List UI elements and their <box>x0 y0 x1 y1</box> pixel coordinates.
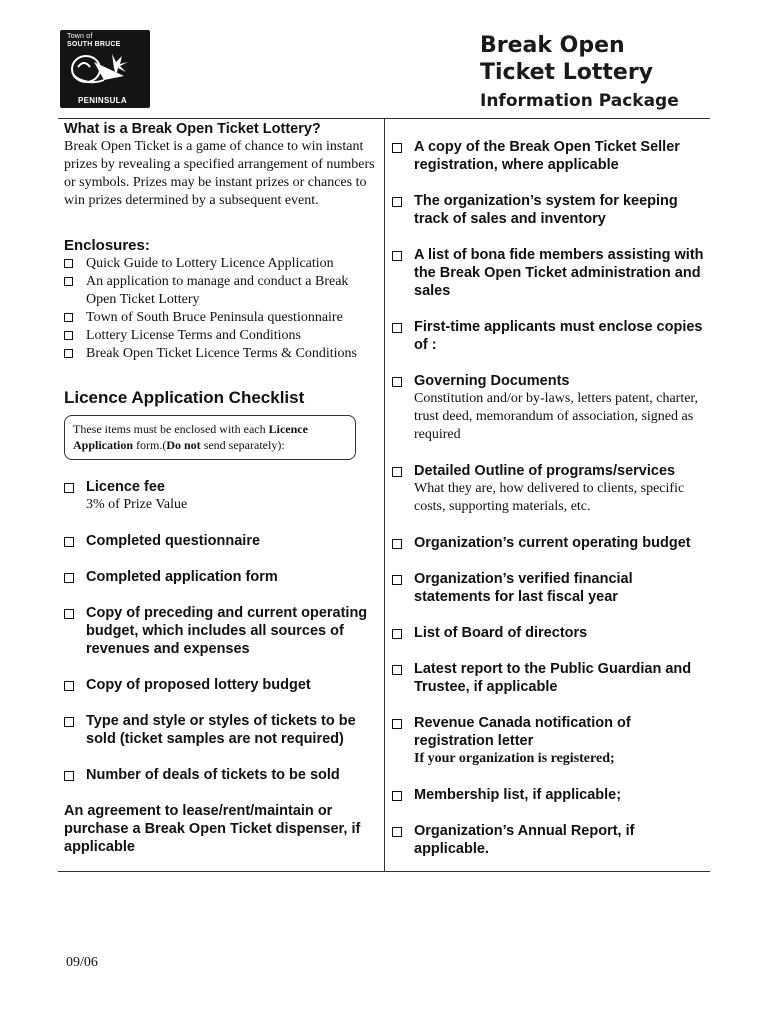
enclosure-item <box>64 255 376 273</box>
note-bold-1: Licence Application <box>73 422 308 452</box>
checklist-item-label: First-time applicants must enclose copies of : <box>414 319 703 353</box>
checklist-item-label: Organization’s current operating budget <box>414 535 691 551</box>
checkbox[interactable] <box>392 629 402 639</box>
enclosure-label: An application to manage and conduct a Break Open Ticket Lottery <box>86 274 349 307</box>
checklist-item <box>392 714 710 768</box>
town-logo <box>60 30 150 108</box>
checklist-item-label: Latest report to the Public Guardian and Trustee, if applicable <box>414 661 692 695</box>
checklist-item-detail: 3% of Prize Value <box>86 497 188 512</box>
checkbox[interactable] <box>392 251 402 261</box>
checkbox[interactable] <box>392 665 402 675</box>
enclosure-label: Quick Guide to Lottery Licence Application <box>86 256 334 271</box>
checklist-item-label: Copy of proposed lottery budget <box>86 677 311 693</box>
checkbox[interactable] <box>64 277 73 286</box>
checkbox[interactable] <box>392 719 402 729</box>
column-divider <box>384 118 385 872</box>
checklist-item-detail: If your organization is registered; <box>414 751 615 766</box>
checklist-item-label: Type and style or styles of tickets to be sold (ticket samples are not required) <box>86 713 356 747</box>
checkbox[interactable] <box>64 331 73 340</box>
checklist-item-label: Licence fee <box>86 479 165 495</box>
checklist-item-label: The organization’s system for keeping track of sales and inventory <box>414 193 678 227</box>
checklist-item <box>392 534 710 552</box>
bottom-rule <box>58 871 710 872</box>
checkbox[interactable] <box>64 537 74 547</box>
checklist-item-label: Membership list, if applicable; <box>414 787 622 803</box>
checklist-item <box>64 604 376 658</box>
title-subtitle: Information Package <box>480 91 679 111</box>
checkbox[interactable] <box>392 323 402 333</box>
checklist-item-label: List of Board of directors <box>414 625 588 641</box>
checklist-item <box>64 478 376 514</box>
checklist-item-label: Copy of preceding and current operating budget, which includes all sources of revenues and expenses <box>86 605 368 657</box>
checklist-item-label: Completed application form <box>86 569 278 585</box>
logo-emblem-icon <box>64 46 146 90</box>
checklist-item-label: Organization’s verified financial statements for last fiscal year <box>414 571 633 605</box>
revision-date: 09/06 <box>66 955 98 970</box>
checkbox[interactable] <box>392 197 402 207</box>
checkbox[interactable] <box>392 143 402 153</box>
checkbox[interactable] <box>64 609 74 619</box>
enclosure-item <box>64 273 376 309</box>
checklist-item <box>392 624 710 642</box>
checklist-item-detail: What they are, how delivered to clients, specific costs, supporting materials, etc. <box>414 481 685 514</box>
checklist-item <box>64 532 376 550</box>
checklist-item <box>392 786 710 804</box>
checklist-heading: Licence Application Checklist <box>64 388 305 407</box>
checklist-item-label: Revenue Canada notification of registration letter <box>414 715 631 749</box>
checkbox[interactable] <box>392 377 402 387</box>
checkbox[interactable] <box>392 827 402 837</box>
checklist-item <box>392 822 710 858</box>
what-is-text: Break Open Ticket is a game of chance to win instant prizes by revealing a specified arrangement of numbers or symbols. Prizes may be instant prizes or chances to win prizes determined by a subsequent event. <box>64 139 375 208</box>
title-block <box>480 32 740 112</box>
checkbox[interactable] <box>64 717 74 727</box>
checklist-item-detail: Constitution and/or by-laws, letters patent, charter, trust deed, memorandum of association, signed as required <box>414 391 699 442</box>
enclosure-item <box>64 327 376 345</box>
checklist-item-label: Completed questionnaire <box>86 533 261 549</box>
checklist-item <box>64 712 376 748</box>
enclosure-label: Lottery License Terms and Conditions <box>86 328 301 343</box>
dispenser-agreement: An agreement to lease/rent/maintain or purchase a Break Open Ticket dispenser, if applicable <box>64 803 361 855</box>
checklist-item-label: Governing Documents <box>414 373 570 389</box>
checkbox[interactable] <box>392 467 402 477</box>
checklist-item <box>392 570 710 606</box>
checklist-item <box>64 766 376 784</box>
checkbox[interactable] <box>64 771 74 781</box>
enclosures-heading: Enclosures: <box>64 237 150 254</box>
title-line-2: Ticket Lottery <box>480 60 654 85</box>
checklist-item <box>64 568 376 586</box>
note-bold-2: Do not <box>166 438 201 452</box>
note-text-2: form.( <box>133 438 167 452</box>
checklist-item-label: A list of bona fide members assisting with the Break Open Ticket administration and sales <box>414 247 704 299</box>
checklist-item <box>64 676 376 694</box>
checklist-item-label: Detailed Outline of programs/services <box>414 463 676 479</box>
checklist-item <box>392 318 710 354</box>
enclosure-label: Break Open Ticket Licence Terms & Conditions <box>86 346 357 361</box>
what-is-heading: What is a Break Open Ticket Lottery? <box>64 121 321 137</box>
checklist-item <box>392 246 710 300</box>
checklist-note <box>64 415 356 460</box>
checklist-item <box>392 372 710 444</box>
checklist-item <box>392 138 710 174</box>
note-text-1: These items must be enclosed with each <box>73 422 269 436</box>
checkbox[interactable] <box>64 259 73 268</box>
checkbox[interactable] <box>64 313 73 322</box>
checklist-item-label: Organization’s Annual Report, if applicable. <box>414 823 635 857</box>
enclosures-list <box>64 255 376 363</box>
enclosure-label: Town of South Bruce Peninsula questionnaire <box>86 310 343 325</box>
checklist-item-label: Number of deals of tickets to be sold <box>86 767 340 783</box>
checklist-item <box>392 192 710 228</box>
title-line-1: Break Open <box>480 33 625 58</box>
checkbox[interactable] <box>392 539 402 549</box>
checkbox[interactable] <box>64 573 74 583</box>
checkbox[interactable] <box>64 681 74 691</box>
logo-town-of: Town of <box>67 33 93 40</box>
logo-south-bruce: SOUTH BRUCE <box>67 41 121 48</box>
checkbox[interactable] <box>64 349 73 358</box>
left-column <box>64 120 376 856</box>
checkbox[interactable] <box>64 483 74 493</box>
enclosure-item <box>64 345 376 363</box>
checklist-item <box>392 660 710 696</box>
enclosure-item <box>64 309 376 327</box>
note-text-3: send separately): <box>200 438 285 452</box>
checklist-item-label: A copy of the Break Open Ticket Seller registration, where applicable <box>414 139 680 173</box>
checklist-item <box>392 462 710 516</box>
checkbox[interactable] <box>392 791 402 801</box>
right-column <box>392 138 710 858</box>
logo-peninsula: PENINSULA <box>78 96 127 105</box>
checkbox[interactable] <box>392 575 402 585</box>
